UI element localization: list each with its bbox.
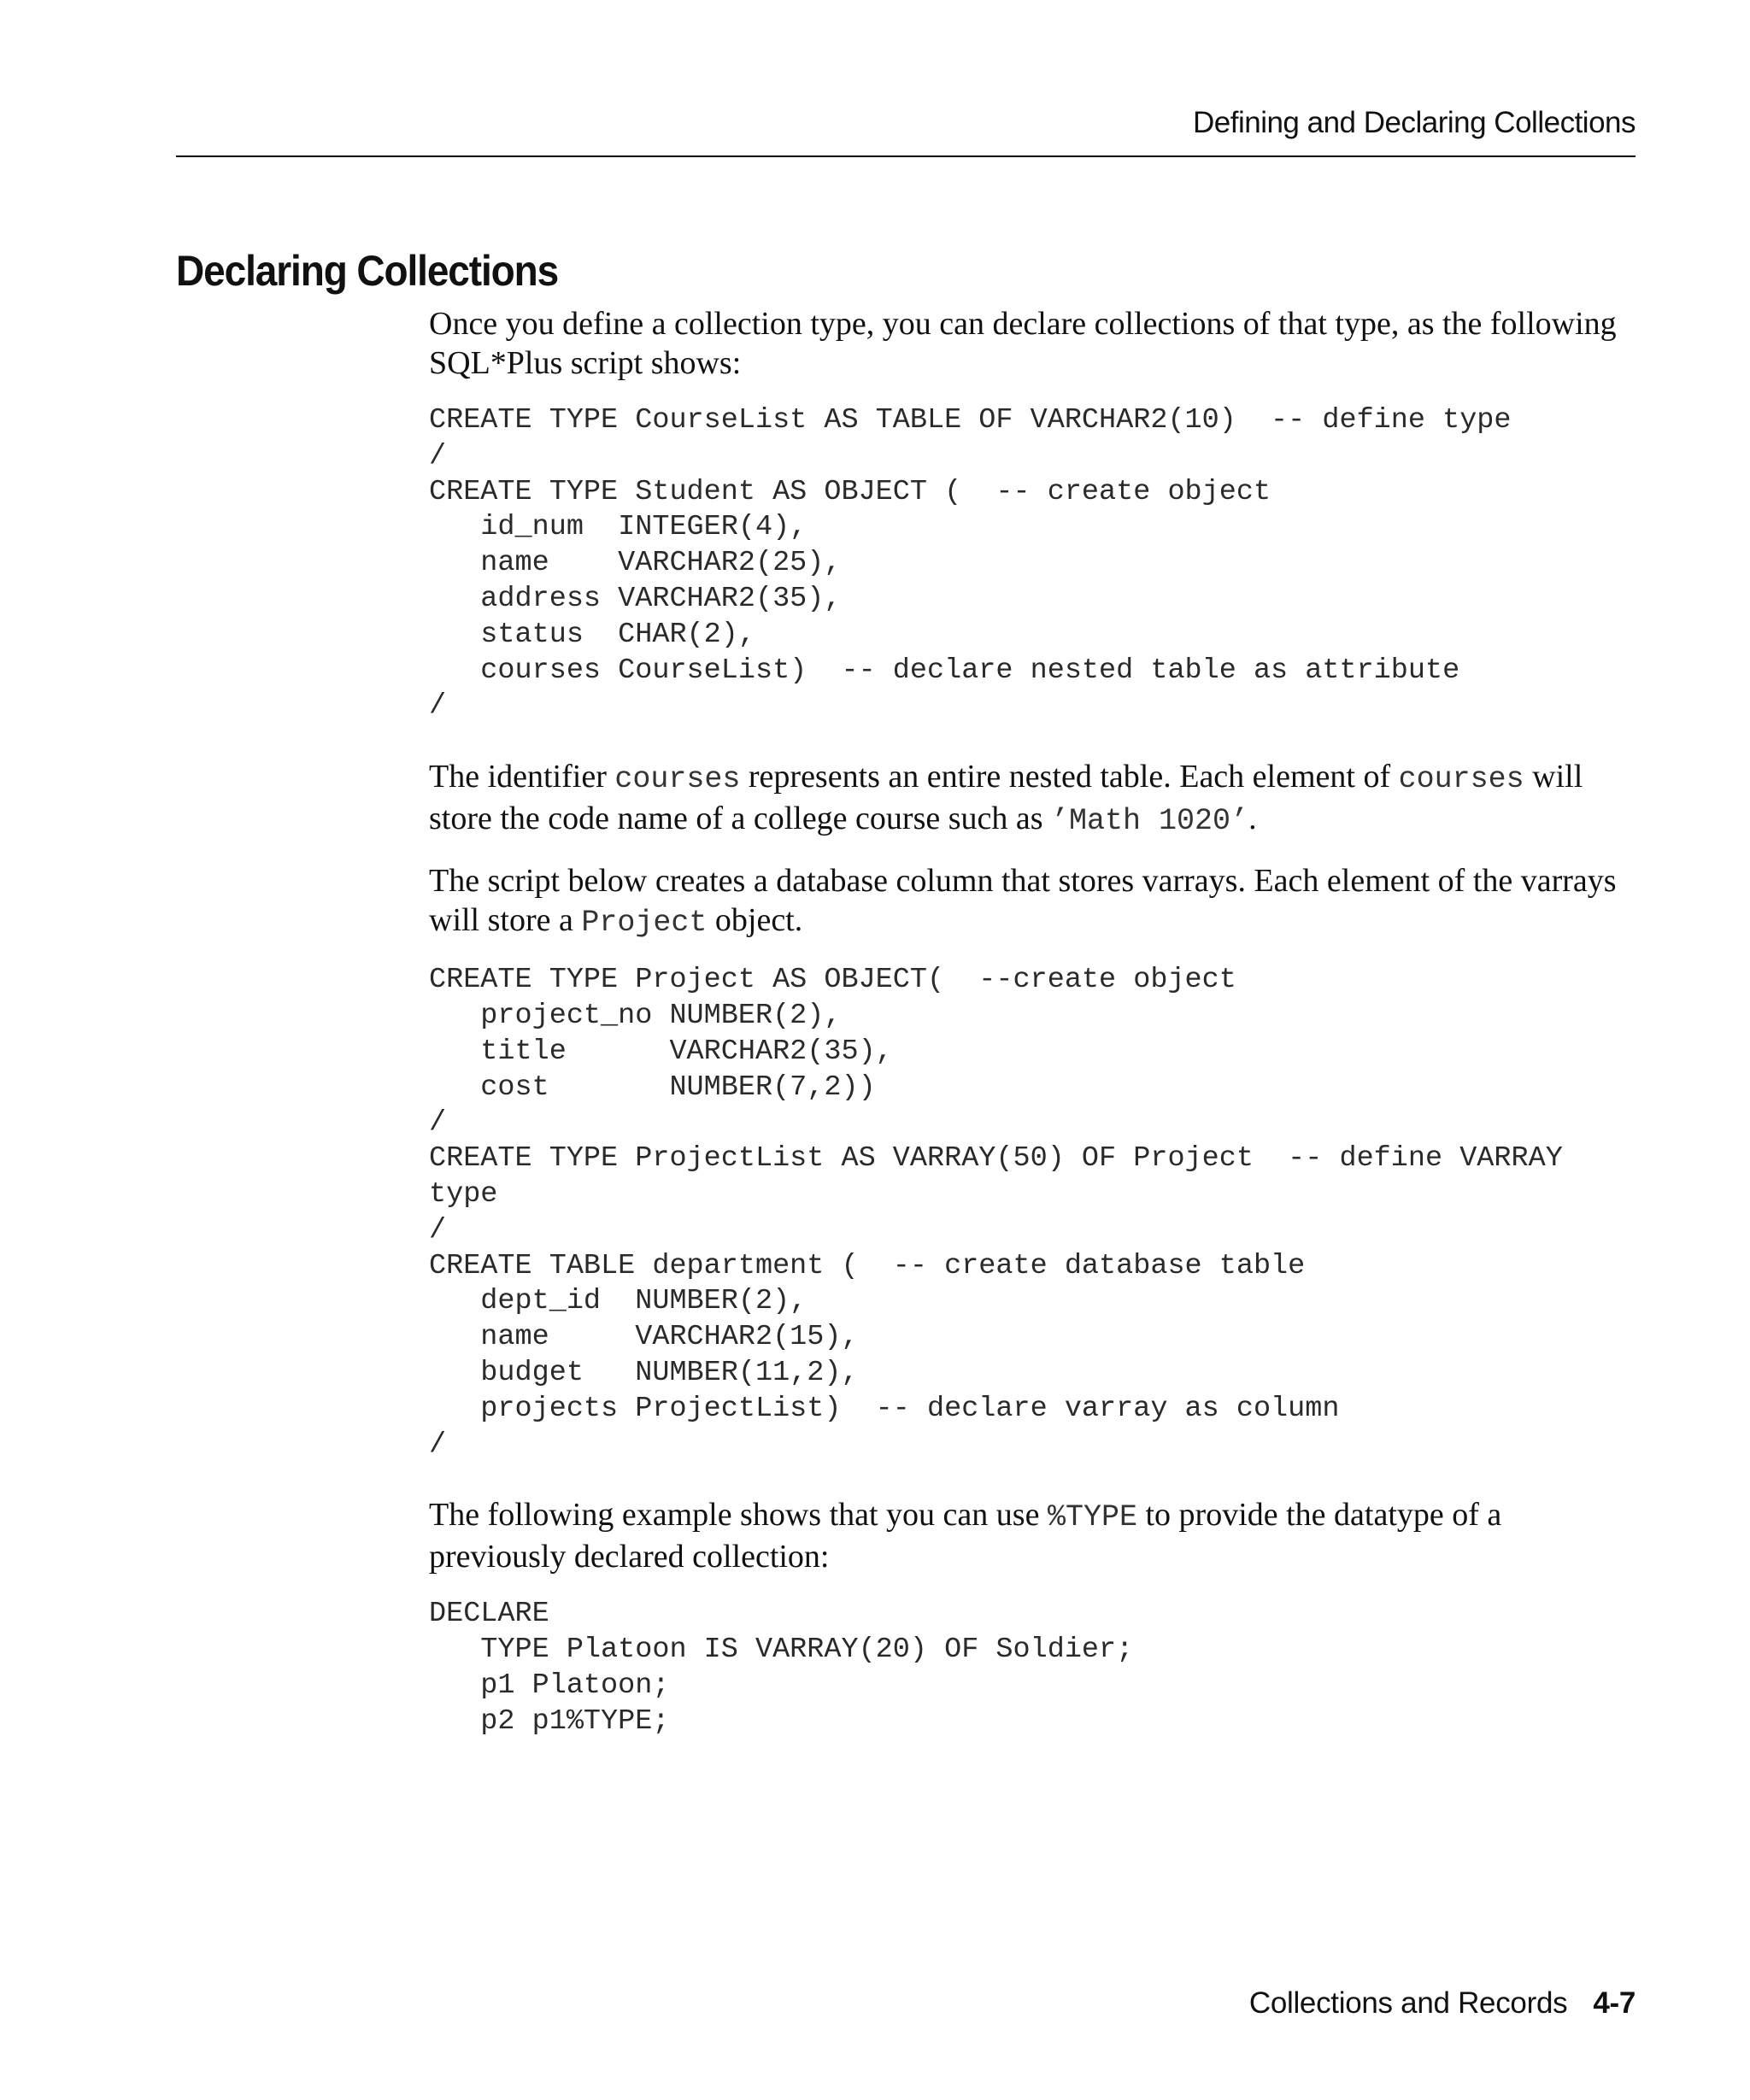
code-line: projects ProjectList) -- declare varray as column [429,1392,1340,1425]
code-line: / [429,1106,447,1140]
code-line: title VARCHAR2(35), [429,1035,893,1068]
code-line: type [429,1177,498,1211]
code-block-collection-type [429,403,1642,724]
inline-code: courses [614,762,741,797]
code-line: name VARCHAR2(15), [429,1321,859,1354]
inline-code: courses [1398,762,1524,797]
code-line: budget NUMBER(11,2), [429,1356,859,1389]
text-run: will store the code name of a college course such as [429,759,1583,837]
text-run: The identifier [429,759,615,795]
code-line: id_num INTEGER(4), [429,511,807,544]
inline-code: %TYPE [1047,1500,1137,1535]
code-block-declare [429,1597,1642,1739]
code-line: / [429,1428,447,1461]
code-line: p2 p1%TYPE; [429,1704,670,1738]
text-run: The following example shows that you can use [429,1497,1048,1534]
text-run: object. [707,902,803,939]
code-line: address VARCHAR2(35), [429,582,842,615]
code-line: / [429,1213,447,1247]
code-block-varray [429,963,1642,1463]
intro-paragraph: Once you define a collection type, you can declare collections of that type, as the following SQL*Plus script shows: [429,306,1617,381]
code-line: CREATE TABLE department ( -- create database table [429,1249,1306,1282]
footer-chapter-title: Collections and Records [1248,1986,1568,2020]
inline-code: ’Math 1020’ [1051,804,1249,839]
running-header: Defining and Declaring Collections [1192,106,1635,139]
varray-paragraph [429,861,1642,942]
type-attribute-paragraph [429,1495,1642,1576]
body-column [429,304,1642,1773]
code-line: DECLARE [429,1598,549,1631]
inline-code: Project [581,906,708,941]
text-run: represents an entire nested table. Each element of [740,759,1399,795]
section-title: Declaring Collections [176,247,559,295]
code-line: dept_id NUMBER(2), [429,1285,807,1318]
code-line: TYPE Platoon IS VARRAY(20) OF Soldier; [429,1634,1134,1667]
running-footer [1249,1986,1635,2021]
code-line: / [429,439,447,472]
code-line: CREATE TYPE ProjectList AS VARRAY(50) OF Project -- define VARRAY [429,1142,1563,1176]
code-line: p1 Platoon; [429,1669,670,1702]
code-line: courses CourseList) -- declare nested table as attribute [429,654,1460,687]
header-divider [176,155,1635,157]
code-line: CREATE TYPE Project AS OBJECT( --create object [429,964,1236,997]
code-line: CREATE TYPE CourseList AS TABLE OF VARCHAR2(10) -- define type [429,404,1512,437]
code-line: / [429,689,447,723]
text-run: to provide the datatype of a previously declared collection: [429,1497,1502,1575]
courses-paragraph [429,757,1642,841]
code-line: cost NUMBER(7,2)) [429,1071,876,1104]
text-run: . [1248,801,1257,837]
code-line: project_no NUMBER(2), [429,999,842,1032]
code-line: CREATE TYPE Student AS OBJECT ( -- create object [429,475,1271,508]
code-line: name VARCHAR2(25), [429,547,842,580]
code-line: status CHAR(2), [429,618,755,651]
page-number: 4-7 [1593,1986,1635,2020]
text-run: The script below creates a database column that stores varrays. Each element of the varrays will store a [429,863,1617,939]
